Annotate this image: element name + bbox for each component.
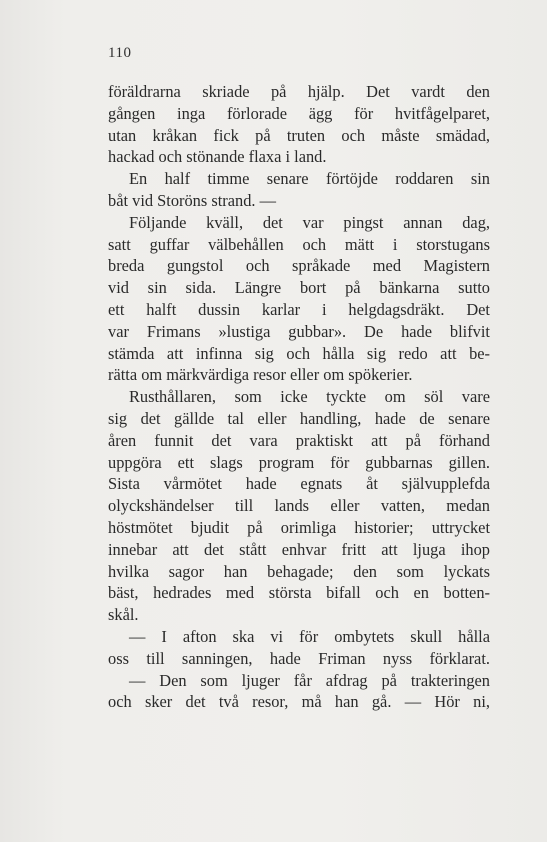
text-line: vid sin sida. Längre bort på bänkarna sutto	[108, 278, 490, 298]
text-line: Följande kväll, det var pingst annan dag,	[129, 212, 490, 232]
text-line: Sista vårmötet hade egnats åt självupplefda	[108, 474, 490, 494]
text-line: sig det gällde tal eller handling, hade de senare	[108, 408, 490, 428]
text-line: höstmötet bjudit på orimliga historier; uttrycket	[108, 517, 490, 537]
text-line: utan kråkan fick på truten och måste smädad,	[108, 125, 490, 145]
text-line: En half timme senare förtöjde roddaren sin	[129, 169, 490, 189]
text-line: olyckshändelser till lands eller vatten, medan	[108, 496, 490, 516]
text-line: rätta om märkvärdiga resor eller om spökerier.	[108, 365, 413, 385]
text-line: åren funnit det vara praktiskt att på förhand	[108, 430, 490, 450]
text-line: uppgöra ett slags program för gubbarnas gillen.	[108, 452, 490, 472]
text-line: båt vid Storöns strand. —	[108, 190, 276, 210]
body-text	[108, 81, 490, 713]
text-line: gången inga förlorade ägg för hvitfågelparet,	[108, 103, 490, 123]
text-line: hackad och stönande flaxa i land.	[108, 147, 327, 167]
text-line: breda gungstol och språkade med Magistern	[108, 256, 490, 276]
text-line: satt guffar välbehållen och mätt i storstugans	[108, 234, 490, 254]
text-line: hvilka sagor han behagade; den som lyckats	[108, 561, 490, 581]
text-line: och sker det två resor, må han gå. — Hör ni,	[108, 692, 490, 712]
text-line: Rusthållaren, som icke tyckte om söl vare	[129, 387, 490, 407]
text-line: stämda att infinna sig och hålla sig redo att be-	[108, 343, 490, 363]
text-line: ett halft dussin karlar i helgdagsdräkt. Det	[108, 299, 490, 319]
text-line: skål.	[108, 605, 139, 625]
text-line: oss till sanningen, hade Friman nyss förklarat.	[108, 648, 490, 668]
text-line: var Frimans »lustiga gubbar». De hade blifvit	[108, 321, 490, 341]
text-line: innebar att det stått enhvar fritt att ljuga ihop	[108, 539, 490, 559]
text-line: — Den som ljuger får afdrag på trakteringen	[129, 670, 490, 690]
text-line: bäst, hedrades med största bifall och en botten-	[108, 583, 490, 603]
text-line: föräldrarna skriade på hjälp. Det vardt den	[108, 82, 490, 101]
page-number: 110	[108, 45, 132, 61]
text-line: — I afton ska vi för ombytets skull hålla	[129, 626, 490, 646]
